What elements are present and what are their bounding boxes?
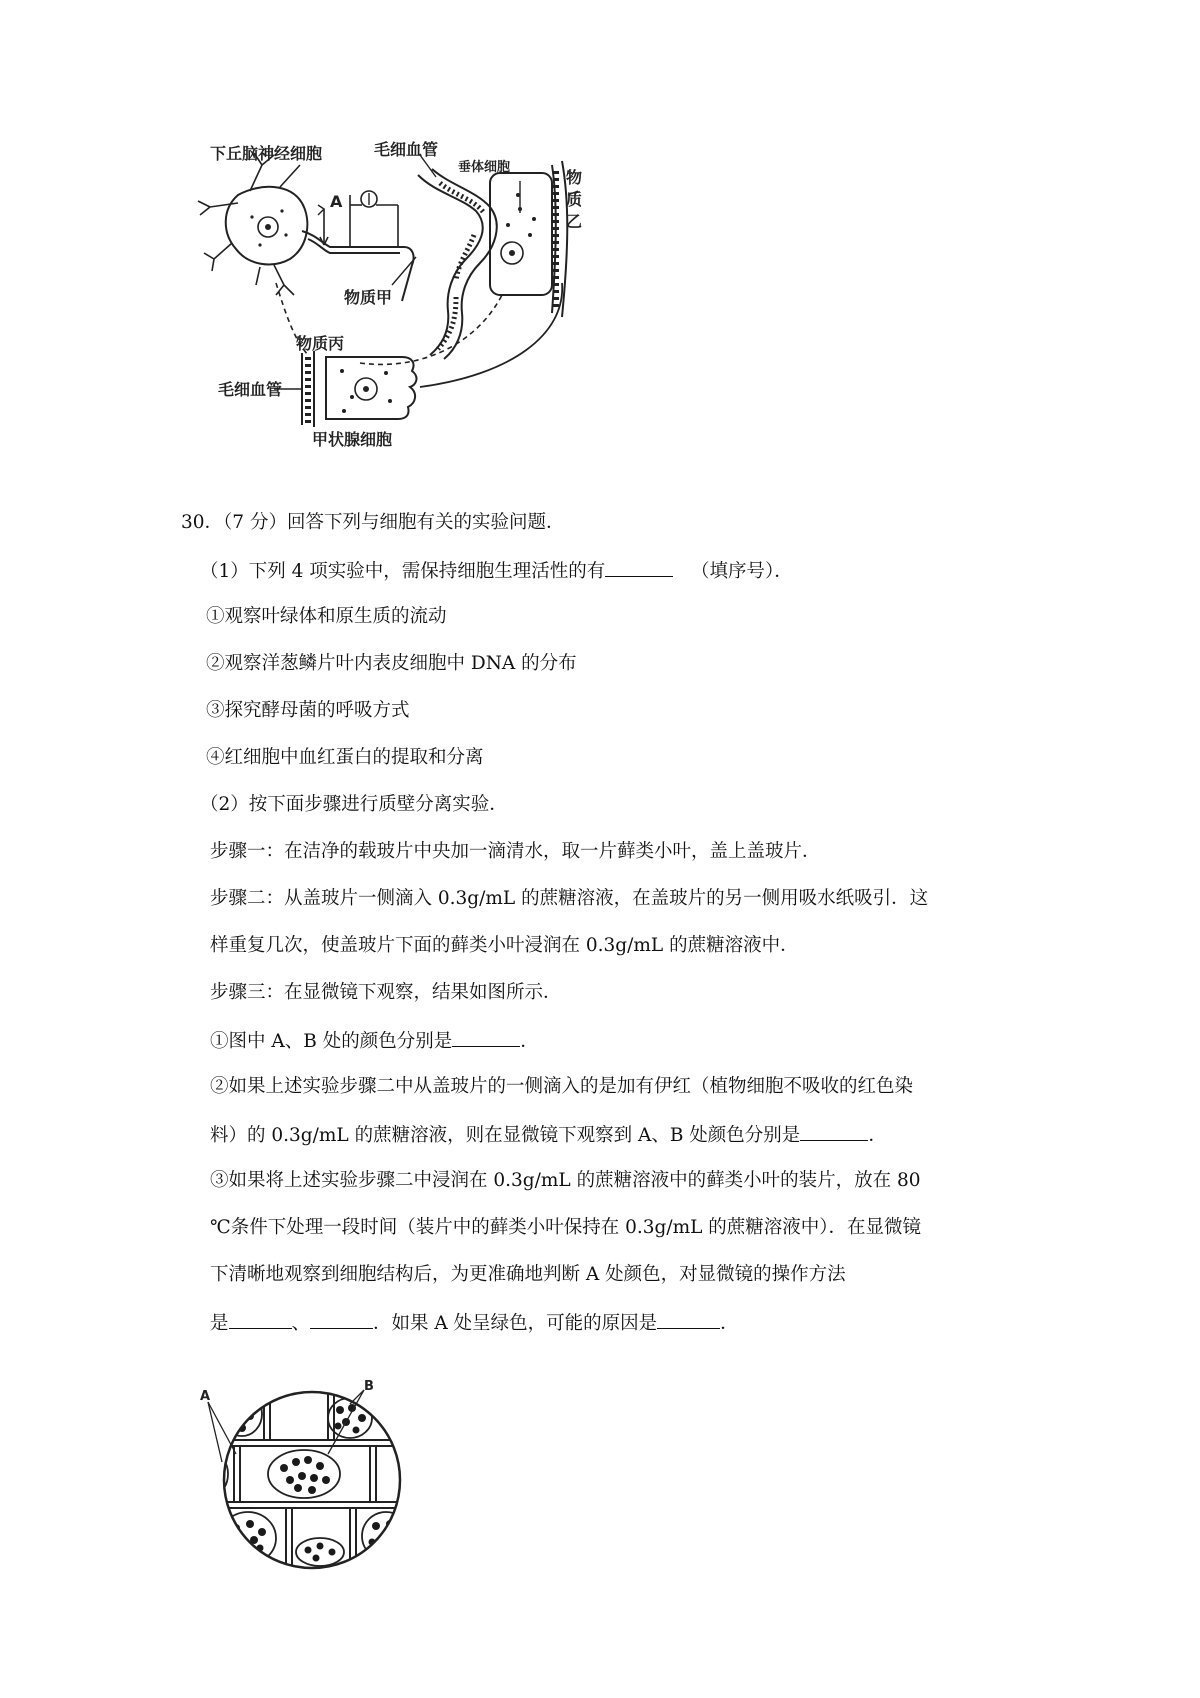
neuron-dendrites — [198, 153, 300, 295]
sub-question-3-text-a: 是 — [210, 1313, 229, 1334]
label-a: A — [200, 1389, 211, 1404]
sub-question-1-end: ． — [520, 1031, 539, 1052]
thyroid-cell-label: 甲状腺细胞 — [312, 430, 393, 449]
thyroid-cell — [326, 357, 416, 419]
endocrine-diagram-svg — [190, 135, 610, 455]
pituitary-cell-label: 垂体细胞 — [458, 160, 511, 175]
answer-blank-6[interactable] — [657, 1310, 720, 1329]
answer-blank-4[interactable] — [229, 1310, 292, 1329]
hormone-path — [420, 283, 562, 387]
substance-yi-label-2: 质 — [566, 190, 583, 209]
sub-question-2-end: ． — [868, 1125, 887, 1146]
sub-question-3-line-4 — [210, 1310, 739, 1336]
part1-intro — [200, 558, 793, 584]
option-2: ②观察洋葱鳞片叶内表皮细胞中 DNA 的分布 — [206, 653, 577, 674]
point-a-label: A — [330, 192, 343, 211]
capillary-bottom-label: 毛细血管 — [218, 380, 283, 399]
answer-blank-3[interactable] — [800, 1122, 868, 1141]
step-3: 步骤三：在显微镜下观察，结果如图所示． — [210, 982, 562, 1003]
substance-bing-label: 物质丙 — [296, 334, 345, 353]
step-2-line-1: 步骤二：从盖玻片一侧滴入 0.3g/mL 的蔗糖溶液，在盖玻片的另一侧用吸水纸吸引．这 — [210, 888, 929, 909]
endocrine-diagram — [190, 135, 610, 455]
sub-question-3-text-c: ．如果 A 处呈绿色，可能的原因是 — [373, 1313, 658, 1334]
pituitary-cell — [490, 173, 552, 295]
option-1: ①观察叶绿体和原生质的流动 — [206, 606, 447, 627]
hypothalamus-neuron-label: 下丘脑神经细胞 — [210, 144, 323, 163]
substance-yi-label-1: 物 — [566, 168, 583, 187]
substance-yi-label-3: 乙 — [566, 212, 583, 231]
label-b: B — [364, 1380, 374, 1394]
sub-question-2-line-1: ②如果上述实验步骤二中从盖玻片的一侧滴入的是加有伊红（植物细胞不吸收的红色染 — [210, 1076, 914, 1097]
capillary-top-label: 毛细血管 — [374, 140, 439, 159]
sub-question-3-sep: 、 — [291, 1313, 311, 1334]
step-1: 步骤一：在洁净的载玻片中央加一滴清水，取一片藓类小叶，盖上盖玻片． — [210, 841, 821, 862]
sub-question-3-line-2: ℃条件下处理一段时间（装片中的藓类小叶保持在 0.3g/mL 的蔗糖溶液中）．在显微镜 — [210, 1217, 922, 1238]
option-4: ④红细胞中血红蛋白的提取和分离 — [206, 747, 484, 768]
microscope-field-svg — [200, 1380, 420, 1580]
sub-question-1 — [210, 1028, 539, 1054]
sub-question-3-end: ． — [720, 1313, 739, 1334]
sub-question-3-line-3: 下清晰地观察到细胞结构后，为更准确地判断 A 处颜色，对显微镜的操作方法 — [210, 1264, 846, 1285]
microscope-field-figure — [200, 1380, 420, 1580]
question-number-line: 30．（7 分）回答下列与细胞有关的实验问题． — [181, 512, 565, 533]
sub-question-2-line-2 — [210, 1122, 887, 1148]
sub-question-3-line-1: ③如果将上述实验步骤二中浸润在 0.3g/mL 的蔗糖溶液中的藓类小叶的装片，放在 80 — [210, 1170, 921, 1191]
answer-blank-2[interactable] — [452, 1028, 520, 1047]
part1-intro-text: （1）下列 4 项实验中，需保持细胞生理活性的有 — [200, 561, 606, 582]
cell-grid — [200, 1390, 410, 1570]
sub-question-2-text: 料）的 0.3g/mL 的蔗糖溶液，则在显微镜下观察到 A、B 处颜色分别是 — [210, 1125, 801, 1146]
substance-jia-label: 物质甲 — [344, 288, 393, 307]
option-3: ③探究酵母菌的呼吸方式 — [206, 700, 410, 721]
part1-intro-suffix: （填序号）． — [690, 561, 793, 582]
answer-blank-1[interactable] — [605, 558, 673, 577]
sub-question-1-text: ①图中 A、B 处的颜色分别是 — [210, 1031, 453, 1052]
answer-blank-5[interactable] — [310, 1310, 373, 1329]
step-2-line-2: 样重复几次，使盖玻片下面的藓类小叶浸润在 0.3g/mL 的蔗糖溶液中． — [210, 935, 799, 956]
part2-intro: （2）按下面步骤进行质壁分离实验． — [200, 794, 508, 815]
